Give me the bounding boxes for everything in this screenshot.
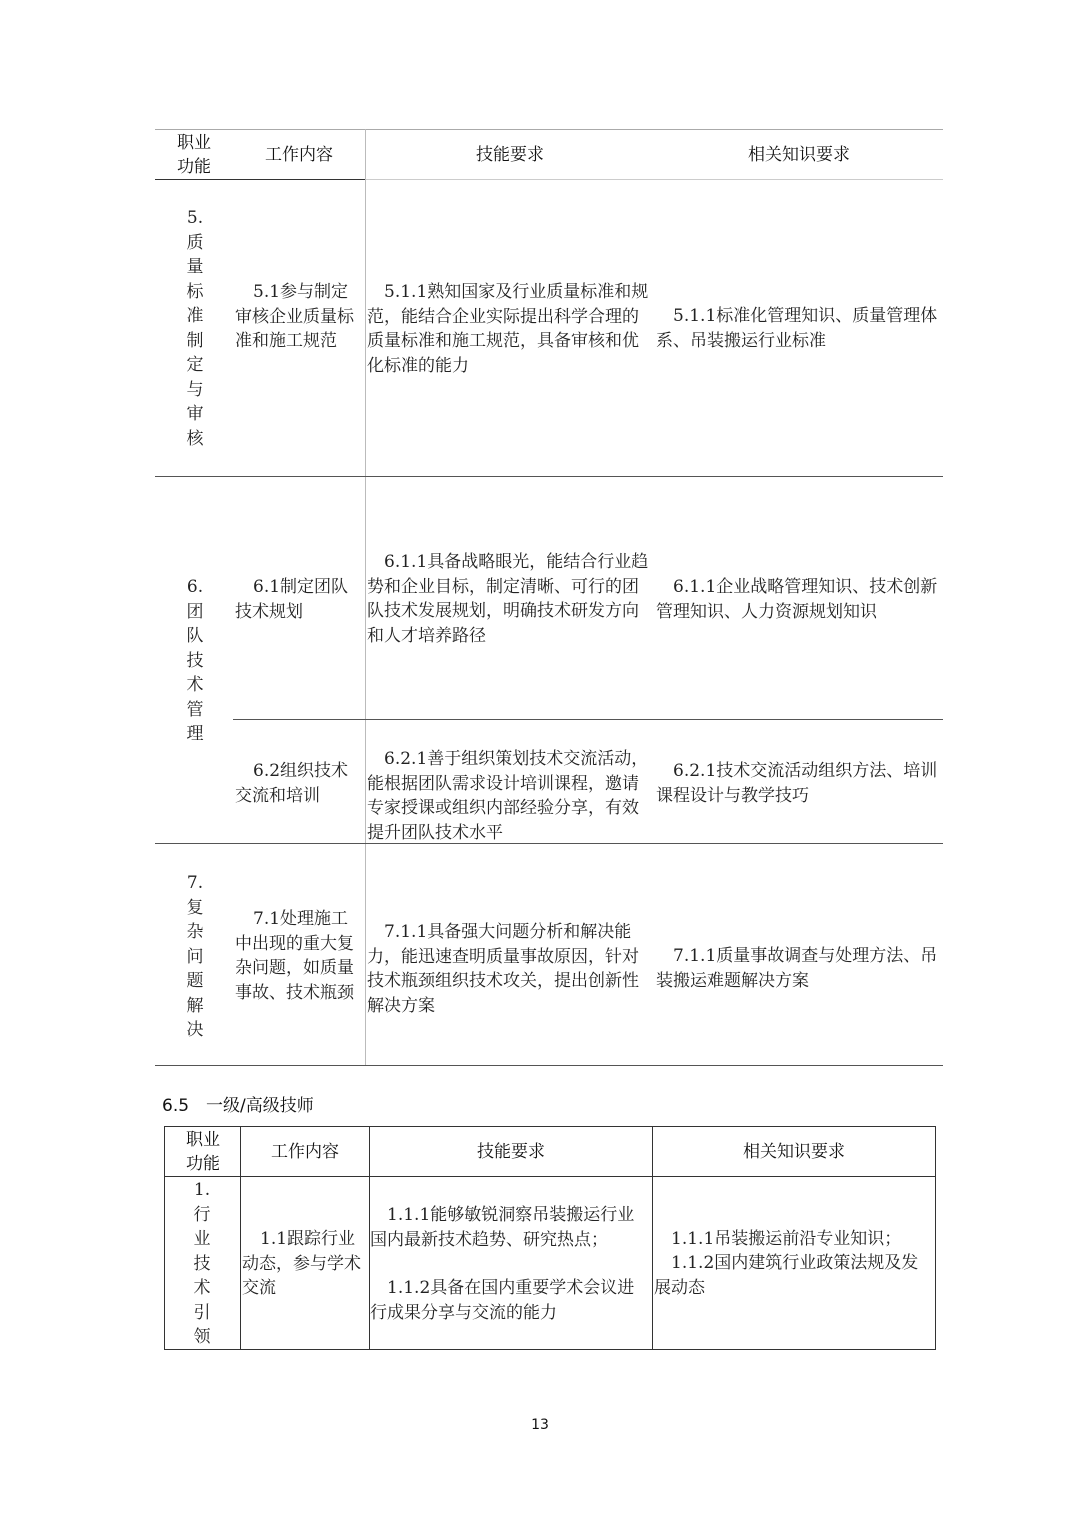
table-2-row-1-knowledge-1: 1.1.1吊装搬运前沿专业知识； <box>671 1229 902 1249</box>
table-1-row-5-knowledge: 5.1.1标准化管理知识、质量管理体系、吊装搬运行业标准 <box>656 306 938 351</box>
table-1-row-5-func: 5. 质 量 标 准 制 定 与 审 核 <box>186 208 204 449</box>
table-1-row-6-2-knowledge: 6.2.1技术交流活动组织方法、培训课程设计与教学技巧 <box>656 761 938 806</box>
table-1-header-work: 工作内容 <box>265 145 333 165</box>
table-2-row-1-knowledge-2: 1.1.2国内建筑行业政策法规及发展动态 <box>654 1253 919 1298</box>
table-1-row-6-func: 6. 团 队 技 术 管 理 <box>186 577 204 744</box>
table-2-header-knowledge: 相关知识要求 <box>743 1142 845 1162</box>
table-2-row-1-skill-2: 1.1.2具备在国内重要学术会议进行成果分享与交流的能力 <box>370 1278 635 1323</box>
table-1-row-5-work: 5.1参与制定审核企业质量标准和施工规范 <box>235 282 354 351</box>
table-1-row-7-skill: 7.1.1具备强大问题分析和解决能力，能迅速查明质量事故原因，针对技术瓶颈组织技术攻关，提出创新性解决方案 <box>367 922 639 1016</box>
table-1-row-6-1-knowledge: 6.1.1企业战略管理知识、技术创新管理知识、人力资源规划知识 <box>656 577 938 622</box>
table-1-header-knowledge: 相关知识要求 <box>748 145 850 165</box>
table-1-row-6-1-skill: 6.1.1具备战略眼光，能结合行业趋势和企业目标，制定清晰、可行的团队技术发展规划，明确技术研发方向和人才培养路径 <box>367 552 649 646</box>
table-2-header-skill: 技能要求 <box>477 1142 545 1162</box>
table-1-row-6-2-work: 6.2组织技术交流和培训 <box>235 761 349 806</box>
table-2-header-work: 工作内容 <box>271 1142 339 1162</box>
table-1-row-7-func: 7. 复 杂 问 题 解 决 <box>186 873 204 1040</box>
table-2-row-1-work: 1.1跟踪行业动态，参与学术交流 <box>242 1229 361 1298</box>
table-1-row-5-skill: 5.1.1熟知国家及行业质量标准和规范，能结合企业实际提出科学合理的质量标准和施工规范，具备审核和优化标准的能力 <box>367 282 649 376</box>
table-1-row-7-work: 7.1处理施工中出现的重大复杂问题，如质量事故、技术瓶颈 <box>235 909 354 1003</box>
section-heading: 6.5 一级/高级技师 <box>162 1096 314 1116</box>
table-1-header-func: 职业 功能 <box>177 133 211 177</box>
table-1-row-6-1-work: 6.1制定团队技术规划 <box>235 577 349 622</box>
table-2-header-func: 职业 功能 <box>186 1130 220 1174</box>
table-1-row-7-knowledge: 7.1.1质量事故调查与处理方法、吊装搬运难题解决方案 <box>656 946 938 991</box>
table-1-row-6-2-skill: 6.2.1善于组织策划技术交流活动，能根据团队需求设计培训课程，邀请专家授课或组织内部经验分享，有效提升团队技术水平 <box>367 749 649 843</box>
table-2-row-1-skill-1: 1.1.1能够敏锐洞察吊装搬运行业国内最新技术趋势、研究热点； <box>370 1205 635 1250</box>
page-number: 13 <box>531 1417 549 1433</box>
table-2-row-1-func: 1. 行 业 技 术 引 领 <box>193 1180 211 1347</box>
table-1-header-skill: 技能要求 <box>476 145 544 165</box>
